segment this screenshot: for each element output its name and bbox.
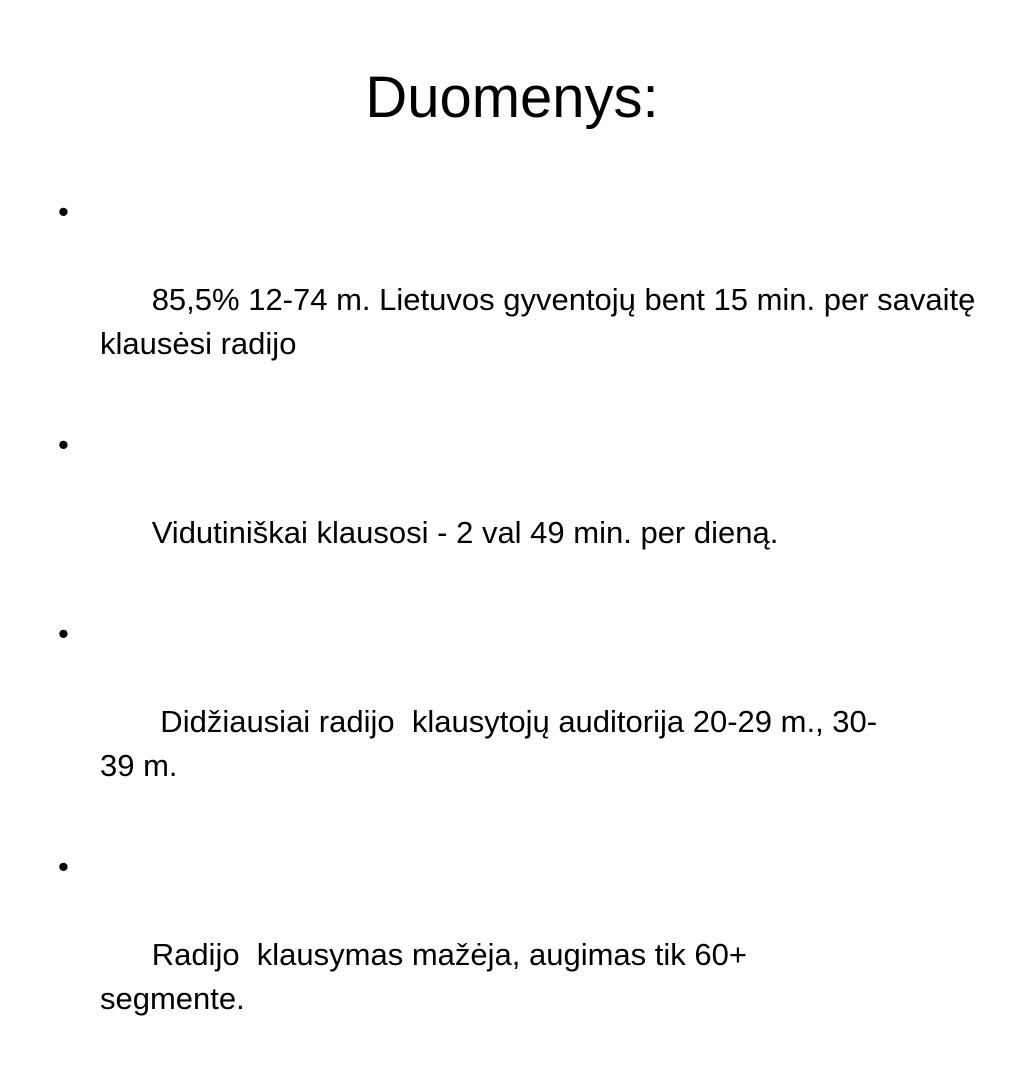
bullet-list bbox=[56, 190, 985, 1078]
bullet-icon: • bbox=[58, 849, 69, 884]
bullet-item bbox=[56, 190, 985, 410]
bullet-text: Vidutiniškai klausosi - 2 val 49 min. per dieną. bbox=[151, 515, 779, 550]
bullet-icon: • bbox=[58, 616, 69, 651]
slide-title: Duomenys: bbox=[365, 65, 659, 130]
bullet-item bbox=[56, 423, 976, 599]
bullet-text: Radijo klausymas mažėja, augimas tik 60+ segmente. bbox=[100, 937, 756, 1016]
bullet-text: 85,5% 12-74 m. Lietuvos gyventojų bent 15 min. per savaitę klausėsi radijo bbox=[100, 282, 985, 361]
bullet-item bbox=[56, 845, 880, 1065]
bullet-icon: • bbox=[58, 427, 69, 462]
bullet-text: Didžiausiai radijo klausytojų auditorija 20-29 m., 30-39 m. bbox=[100, 704, 878, 783]
bullet-item bbox=[56, 612, 900, 832]
bullet-icon: • bbox=[58, 194, 69, 229]
